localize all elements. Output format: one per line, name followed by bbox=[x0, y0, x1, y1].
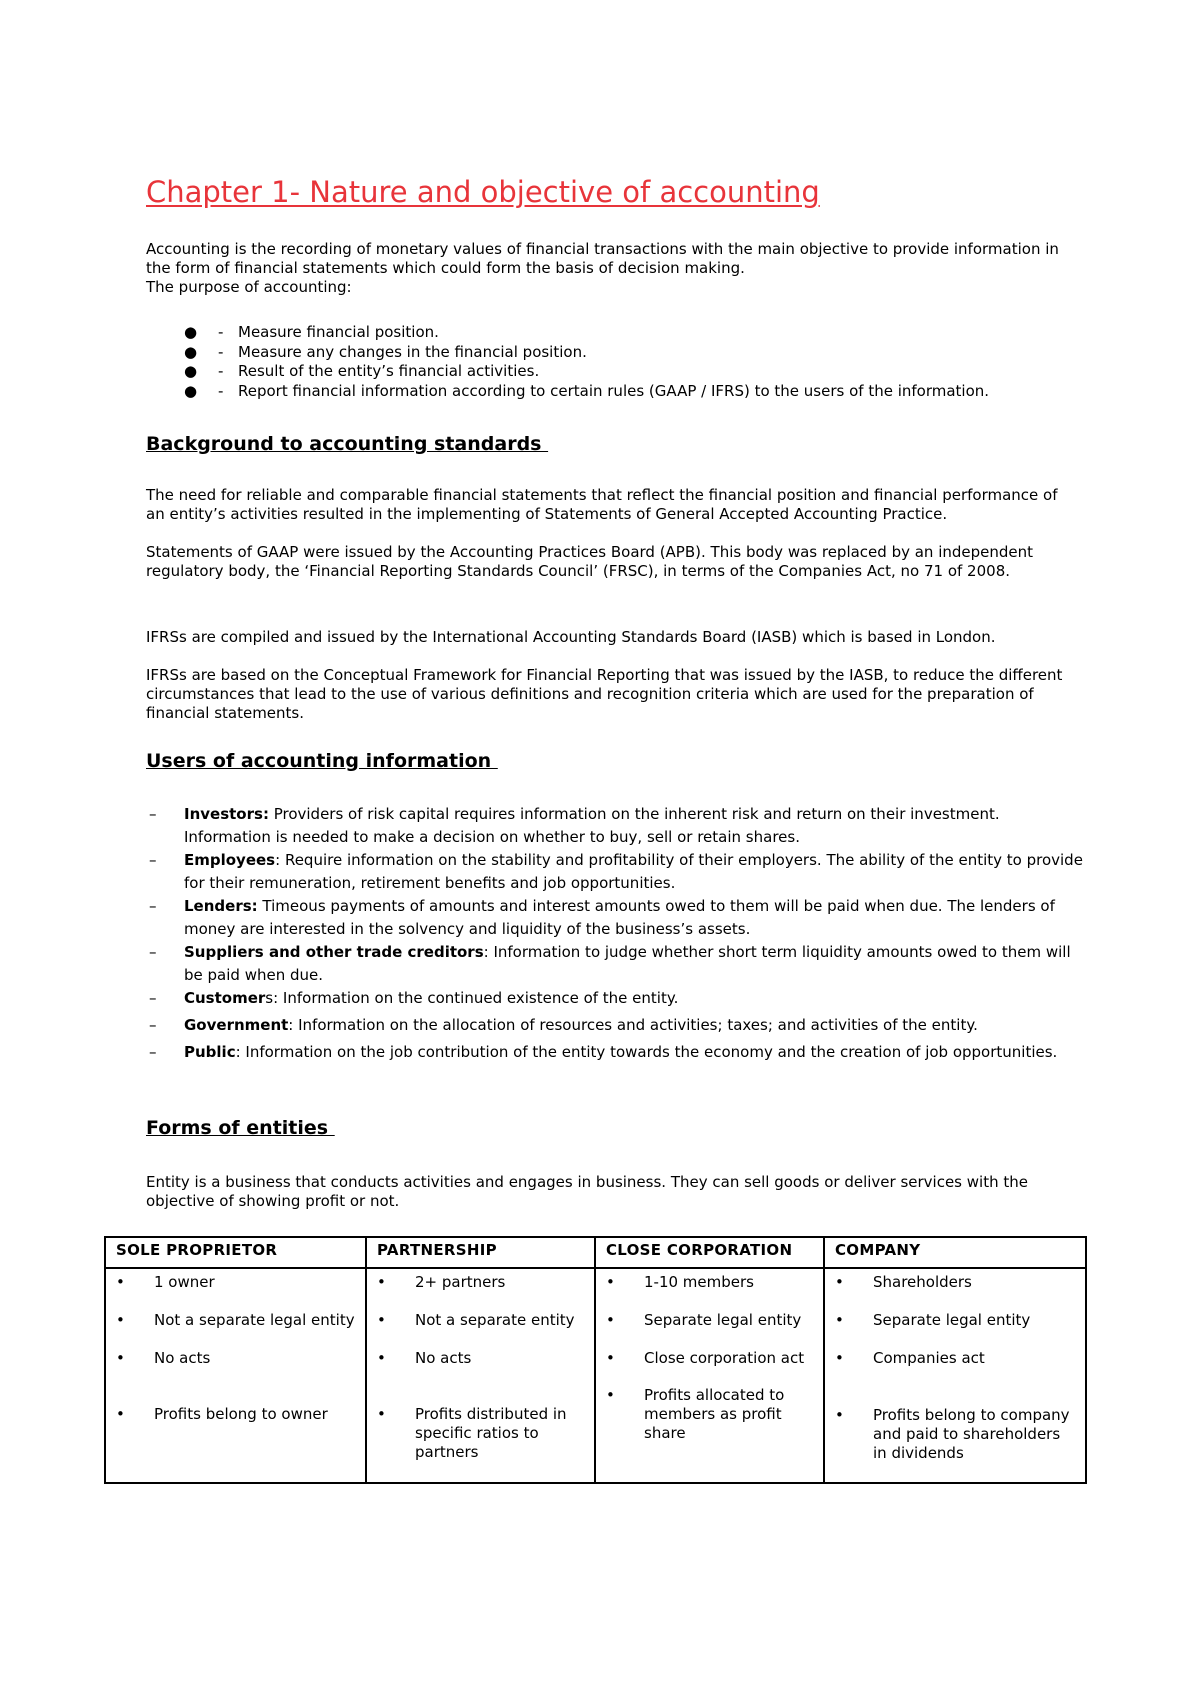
table-cell bbox=[595, 1268, 824, 1483]
list-item: • Profits belong to company and paid to shareholders in dividends bbox=[835, 1406, 1070, 1462]
list-item: • Separate legal entity bbox=[835, 1311, 1031, 1329]
list-item: ● - Measure financial position. bbox=[184, 323, 439, 341]
bullet-icon: ● bbox=[184, 342, 198, 361]
list-item: – Suppliers and other trade creditors: Information to judge whether short term liquidity amounts owed to them will be paid when due. bbox=[149, 943, 1071, 984]
bullet-icon: • bbox=[835, 1406, 844, 1424]
bullet-icon: • bbox=[377, 1405, 386, 1423]
list-item: • Not a separate legal entity bbox=[116, 1311, 355, 1329]
bullet-icon: • bbox=[835, 1273, 844, 1291]
table-cell bbox=[824, 1268, 1086, 1483]
bullet-icon: ● bbox=[184, 381, 198, 400]
list-item: • Companies act bbox=[835, 1349, 985, 1367]
users-heading: Users of accounting information bbox=[146, 750, 498, 772]
background-paragraph-1: The need for reliable and comparable financial statements that reflect the financial position and financial performance of an entity’s activities resulted in the implementing of Statements of General Accepted Accounting Practice. bbox=[146, 486, 1058, 523]
list-item: • 1-10 members bbox=[606, 1273, 754, 1291]
dash-icon: – bbox=[149, 943, 157, 961]
bullet-icon: • bbox=[116, 1349, 125, 1367]
table-cell bbox=[366, 1268, 595, 1483]
list-item: ● - Measure any changes in the financial position. bbox=[184, 342, 587, 361]
users-list bbox=[146, 803, 1086, 1064]
bullet-icon: • bbox=[835, 1311, 844, 1329]
bullet-icon: • bbox=[377, 1273, 386, 1291]
column-header: COMPANY bbox=[824, 1237, 1086, 1268]
list-item: • No acts bbox=[377, 1349, 472, 1367]
bullet-icon: • bbox=[116, 1311, 125, 1329]
bullet-icon: ● bbox=[184, 362, 198, 380]
list-item: • Close corporation act bbox=[606, 1349, 805, 1367]
definition-paragraph: Accounting is the recording of monetary values of financial transactions with the main objective to provide information in the form of financial statements which could form the basis of decision making. bbox=[146, 240, 1059, 277]
table-row bbox=[105, 1268, 1086, 1483]
bullet-icon: • bbox=[116, 1273, 125, 1291]
bullet-icon: • bbox=[116, 1405, 125, 1423]
list-item: – Lenders: Timeous payments of amounts and interest amounts owed to them will be paid when due. The lenders of money are interested in the solvency and liquidity of the business’s assets. bbox=[149, 897, 1055, 938]
dash-icon: – bbox=[149, 805, 157, 823]
bullet-icon: ● bbox=[184, 323, 198, 341]
list-item: – Investors: Providers of risk capital requires information on the inherent risk and return on their investment. Information is needed to make a decision on whether to buy, sell or retain shares. bbox=[149, 805, 1000, 846]
background-paragraph-2: Statements of GAAP were issued by the Accounting Practices Board (APB). This body was replaced by an independent regulatory body, the ‘Financial Reporting Standards Council’ (FRSC), in terms of the Companies Act, no 71 of 2008. bbox=[146, 543, 1034, 580]
dash-icon: – bbox=[149, 989, 157, 1007]
bullet-icon: • bbox=[606, 1349, 615, 1367]
column-header: SOLE PROPRIETOR bbox=[105, 1237, 366, 1268]
purpose-heading: The purpose of accounting: bbox=[146, 278, 352, 296]
list-item: • Profits allocated to members as profit share bbox=[606, 1386, 785, 1442]
bullet-icon: • bbox=[606, 1273, 615, 1291]
list-item: • 1 owner bbox=[116, 1273, 215, 1291]
forms-intro: Entity is a business that conducts activities and engages in business. They can sell goods or deliver services with the objective of showing profit or not. bbox=[146, 1173, 1028, 1210]
bullet-icon: • bbox=[606, 1386, 615, 1404]
bullet-icon: • bbox=[377, 1311, 386, 1329]
list-item: ● - Result of the entity’s financial activities. bbox=[184, 362, 540, 380]
list-item: • No acts bbox=[116, 1349, 211, 1367]
list-item: – Public: Information on the job contribution of the entity towards the economy and the creation of job opportunities. bbox=[146, 1041, 1086, 1064]
list-item: • Not a separate entity bbox=[377, 1311, 575, 1329]
purpose-list bbox=[146, 323, 1076, 401]
dash-icon: – bbox=[149, 851, 157, 869]
table-cell bbox=[105, 1268, 366, 1483]
entity-forms-table bbox=[104, 1236, 1087, 1484]
list-item: – Employees: Require information on the stability and profitability of their employers. The ability of the entity to provide for their remuneration, retirement benefits and job opportunities. bbox=[149, 851, 1083, 892]
table-header-row bbox=[105, 1237, 1086, 1268]
dash-icon: – bbox=[149, 897, 157, 915]
chapter-title: Chapter 1- Nature and objective of accounting bbox=[146, 175, 820, 209]
background-paragraph-4: IFRSs are based on the Conceptual Framework for Financial Reporting that was issued by the IASB, to reduce the different circumstances that lead to the use of various definitions and recognition criteria which are used for the preparation of financial statements. bbox=[146, 666, 1063, 722]
list-item: • 2+ partners bbox=[377, 1273, 506, 1291]
list-item: ● - Report financial information according to certain rules (GAAP / IFRS) to the users of the information. bbox=[184, 381, 990, 400]
dash-icon: – bbox=[149, 1043, 157, 1061]
background-heading: Background to accounting standards bbox=[146, 433, 549, 455]
bullet-icon: • bbox=[377, 1349, 386, 1367]
background-paragraph-3: IFRSs are compiled and issued by the International Accounting Standards Board (IASB) which is based in London. bbox=[146, 628, 996, 646]
list-item: • Profits belong to owner bbox=[116, 1405, 328, 1423]
bullet-icon: • bbox=[835, 1349, 844, 1367]
column-header: PARTNERSHIP bbox=[366, 1237, 595, 1268]
list-item: – Customers: Information on the continued existence of the entity. bbox=[146, 987, 1086, 1010]
column-header: CLOSE CORPORATION bbox=[595, 1237, 824, 1268]
forms-heading: Forms of entities bbox=[146, 1117, 335, 1139]
bullet-icon: • bbox=[606, 1311, 615, 1329]
list-item: • Separate legal entity bbox=[606, 1311, 802, 1329]
list-item: • Profits distributed in specific ratios to partners bbox=[377, 1405, 567, 1461]
list-item: – Government: Information on the allocation of resources and activities; taxes; and activities of the entity. bbox=[146, 1014, 1086, 1037]
dash-icon: – bbox=[149, 1016, 157, 1034]
list-item: • Shareholders bbox=[835, 1273, 972, 1291]
